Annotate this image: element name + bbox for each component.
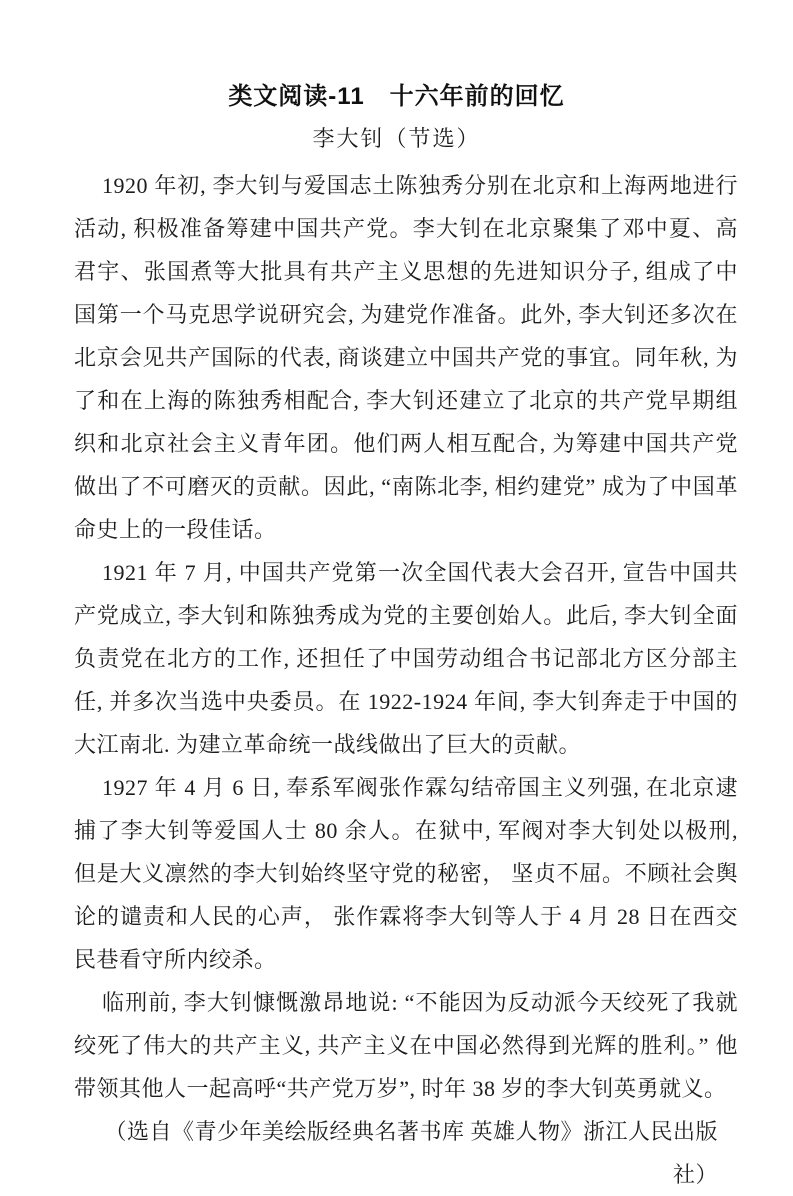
- source-citation: （选自《青少年美绘版经典名著书库 英雄人物》浙江人民出版社）: [104, 1119, 718, 1187]
- paragraph-3: 1927 年 4 月 6 日, 奉系军阀张作霖勾结帝国主义列强, 在北京逮捕了李大钊等爱国人士 80 余人。在狱中, 军阀对李大钊处以极刑, 但是大义凛然的李大钊始终坚守党的秘密， 坚贞不屈。不顾社会舆论的谴责和人民的心声， 张作霖将李大钊等人于 4 月 28 日在西交民巷看守所内绞杀。: [74, 775, 738, 972]
- document-body: [0, 164, 793, 1196]
- paragraph-1: 1920 年初, 李大钊与爱国志土陈独秀分别在北京和上海两地进行活动, 积极准备筹建中国共产党。李大钊在北京聚集了邓中夏、高君宇、张国煮等大批具有共产主义思想的先进知识分子, 组成了中国第一个马克思学说研究会, 为建党作准备。此外, 李大钊还多次在北京会见共产国际的代表, 商谈建立中国共产党的事宜。同年秋, 为了和在上海的陈独秀相配合, 李大钊还建立了北京的共产党早期组织和北京社会主义青年团。他们两人相互配合, 为筹建中国共产党做出了不可磨灭的贡献。因此, “南陈北李, 相约建党” 成为了中国革命史上的一段佳话。: [74, 173, 738, 542]
- paragraph-4: 临刑前, 李大钊慷慨激昂地说: “不能因为反动派今天绞死了我就绞死了伟大的共产主义, 共产主义在中国必然得到光辉的胜利。” 他带领其他人一起高呼“共产党万岁”, 时年 38 岁的李大钊英勇就义。: [74, 990, 738, 1101]
- document-subtitle: 李大钊（节选）: [312, 126, 481, 151]
- document-title: 类文阅读-11 十六年前的回忆: [228, 83, 565, 110]
- paragraph-2: 1921 年 7 月, 中国共产党第一次全国代表大会召开, 宣告中国共产党成立, 李大钊和陈独秀成为党的主要创始人。此后, 李大钊全面负责党在北方的工作, 还担任了中国劳动组合书记部北方区分部主任, 并多次当选中央委员。在 1922-1924 年间, 李大钊奔走于中国的大江南北. 为建立革命统一战线做出了巨大的贡献。: [74, 560, 738, 757]
